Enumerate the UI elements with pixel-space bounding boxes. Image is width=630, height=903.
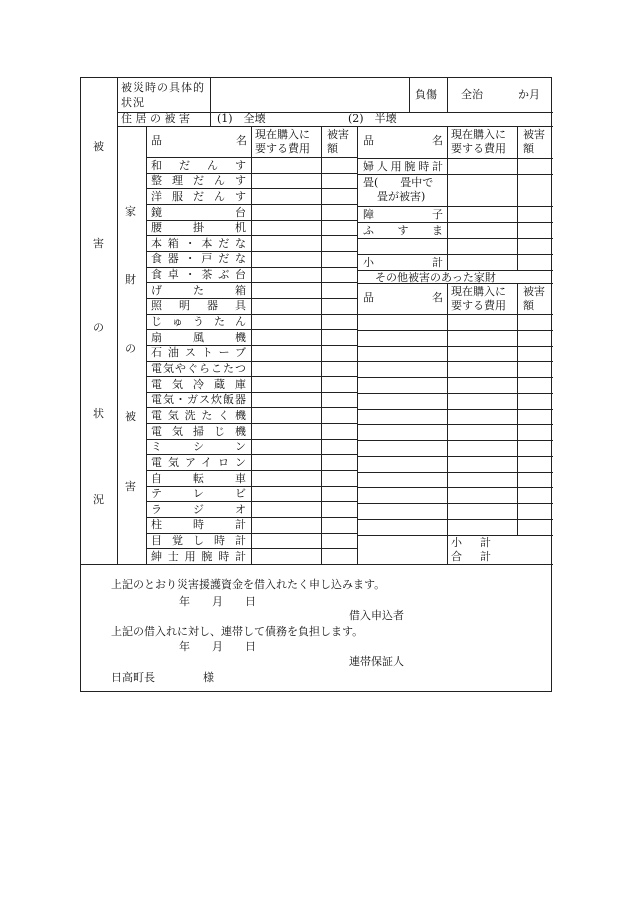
col-header-item: 品 名 [151, 134, 247, 147]
left-item: 鏡台 [151, 205, 246, 219]
col-header-cost: 要する費用 [255, 142, 310, 155]
row-rule [357, 487, 553, 488]
right-item: ふすま [363, 224, 443, 237]
rule [447, 78, 448, 112]
left-item: げた箱 [151, 283, 246, 297]
rule [81, 564, 553, 565]
row-rule [357, 377, 553, 378]
left-item: 自転車 [151, 471, 246, 485]
rule [117, 78, 118, 564]
right-item: 婦人用腕時計 [363, 160, 443, 173]
full-collapse-option: (1) 全壊 [217, 112, 266, 125]
left-item: 電気洗たく機 [151, 408, 246, 422]
months-label: か月 [518, 88, 540, 101]
row-rule [357, 346, 553, 347]
left-item: ミシン [151, 440, 246, 454]
left-item: 整理だんす [151, 174, 246, 188]
side-label-char: 被 [93, 140, 104, 153]
right-item: 畳( 畳中で [363, 176, 434, 189]
sub-label-char: 被 [125, 410, 136, 423]
sub-label-char: 家 [125, 205, 136, 218]
left-item: 和だんす [151, 158, 246, 172]
row-rule [357, 503, 553, 504]
half-collapse-option: (2) 半壊 [348, 112, 397, 125]
row-rule [357, 535, 553, 536]
row-rule [357, 361, 553, 362]
right-item: 障子 [363, 208, 443, 221]
col-header-damage: 額 [523, 299, 534, 312]
rule [517, 283, 518, 536]
bottom-subtotal: 小計 [451, 536, 491, 549]
left-item: 柱時計 [151, 518, 246, 532]
col-header-damage: 被害 [523, 128, 545, 141]
bottom-total: 合計 [451, 550, 491, 563]
guarantee-date: 年 月 日 [179, 640, 256, 653]
col-header-cost: 現在購入に [451, 285, 506, 298]
side-label-char: 況 [93, 493, 104, 506]
rule [357, 238, 553, 239]
side-label-char: の [93, 321, 104, 334]
application-form [80, 77, 552, 692]
left-item: 電気冷蔵庫 [151, 377, 246, 391]
col-header-cost: 要する費用 [451, 142, 506, 155]
left-item: 電気やぐらこたつ [151, 362, 246, 375]
left-item: 石油ストーブ [151, 346, 246, 360]
left-item: 食卓・茶ぶ台 [151, 268, 246, 282]
row-rule [357, 519, 553, 520]
rule [517, 126, 518, 270]
application-date: 年 月 日 [179, 595, 256, 608]
left-item: じゅうたん [151, 315, 246, 328]
left-item: 照明器具 [151, 299, 246, 313]
left-item: 目覚し時計 [151, 534, 246, 548]
guarantor-label: 連帯保証人 [349, 655, 404, 668]
applicant-label: 借入申込者 [349, 609, 404, 622]
house-damage-label: 住 居 の 被 害 [121, 112, 190, 125]
rule [409, 78, 410, 112]
application-statement: 上記のとおり災害援護資金を借入れたく申し込みます。 [111, 578, 386, 591]
left-item: 洋服だんす [151, 189, 246, 203]
recovery-label: 全治 [461, 88, 483, 101]
other-damaged-header: その他被害のあった家財 [375, 271, 496, 284]
left-item: 紳士用腕時計 [151, 549, 246, 563]
honorific-label: 様 [203, 671, 214, 684]
left-item: 電気・ガス炊飯器 [151, 393, 246, 407]
left-item: 腰掛机 [151, 221, 246, 235]
row-rule [357, 314, 553, 315]
left-item: 電気アイロン [151, 455, 246, 469]
left-item: ラジオ [151, 502, 246, 516]
side-label-char: 害 [93, 237, 104, 250]
rule [210, 78, 211, 112]
left-item: 本箱・本だな [151, 236, 246, 250]
col-header-cost: 現在購入に [255, 128, 310, 141]
left-item: 扇風機 [151, 330, 246, 344]
col-header-damage: 額 [327, 142, 338, 155]
row-rule [357, 424, 553, 425]
sub-label-char: 害 [125, 480, 136, 493]
row-rule [357, 440, 553, 441]
row-rule [357, 456, 553, 457]
situation-label: 被災時の具体的状況 [121, 81, 205, 109]
col-header-cost: 現在購入に [451, 128, 506, 141]
mayor-label: 日高町長 [111, 671, 155, 684]
col-header-damage: 被害 [327, 128, 349, 141]
left-item: 食器・戸だな [151, 252, 246, 266]
left-item: 電気掃じ機 [151, 424, 246, 438]
rule [447, 126, 448, 270]
guarantee-statement: 上記の借入れに対し、連帯して債務を負担します。 [111, 625, 364, 638]
col-header-damage: 被害 [523, 285, 545, 298]
row-rule [357, 393, 553, 394]
left-item: テレビ [151, 487, 246, 501]
side-label-char: 状 [93, 407, 104, 420]
sub-label-char: の [125, 342, 136, 355]
injury-label: 負傷 [415, 88, 437, 101]
row-rule [357, 472, 553, 473]
col-header-item: 品 名 [363, 291, 443, 304]
sub-label-char: 財 [125, 273, 136, 286]
row-rule [357, 409, 553, 410]
right-subtotal: 小計 [363, 256, 443, 269]
row-rule [357, 330, 553, 331]
rule [210, 112, 211, 126]
right-item: 畳が被害) [377, 190, 426, 203]
col-header-item: 品 名 [363, 134, 443, 147]
col-header-cost: 要する費用 [451, 299, 506, 312]
col-header-damage: 額 [523, 142, 534, 155]
